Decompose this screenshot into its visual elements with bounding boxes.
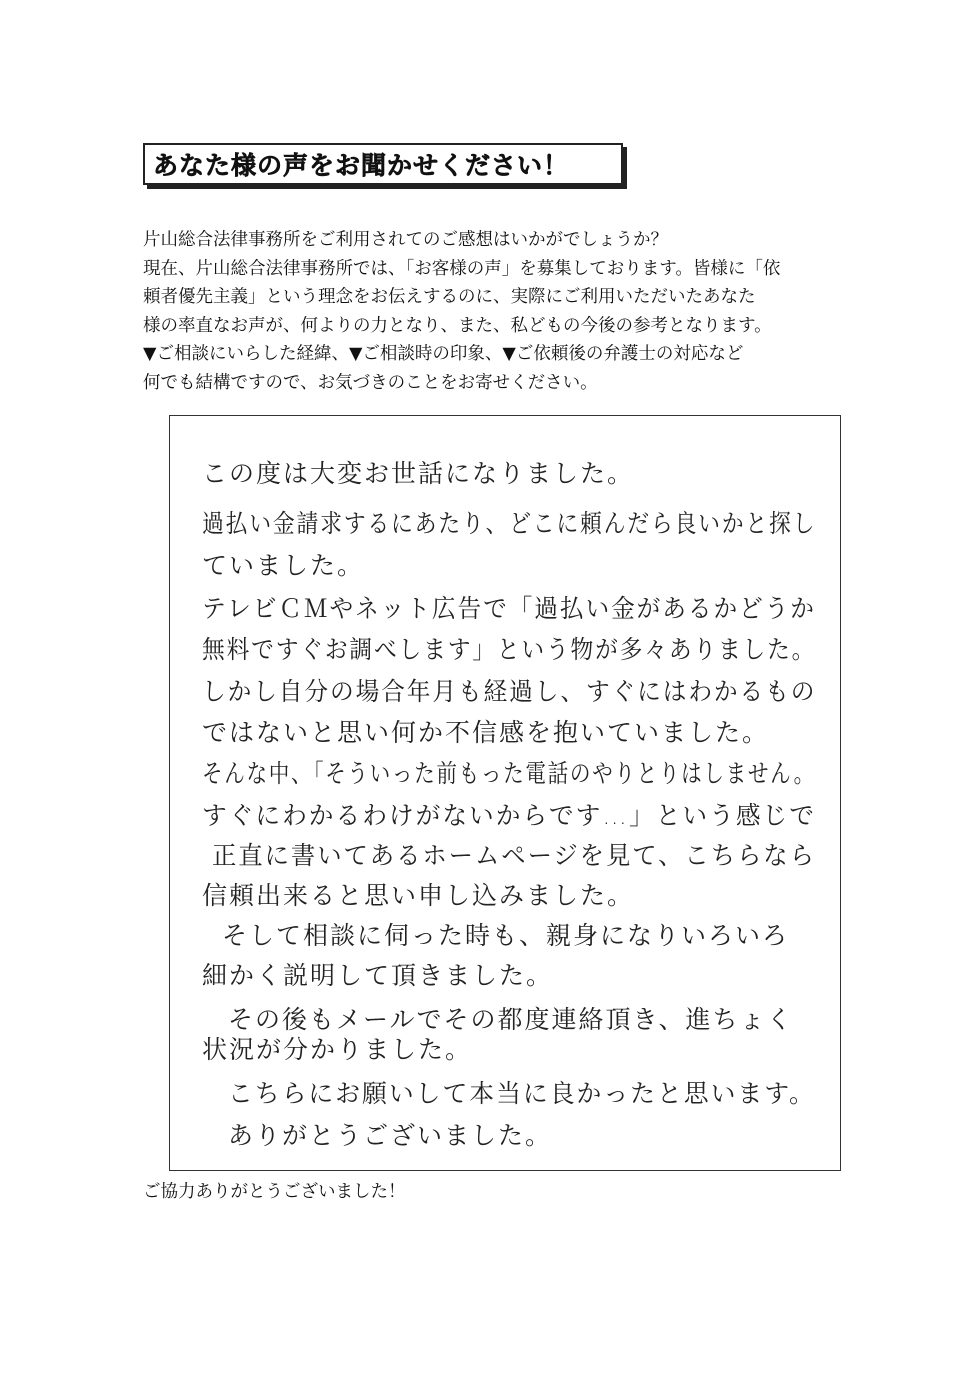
letter-line: すぐにわかるわけがないからです…」という感じで <box>202 801 816 830</box>
intro-line: 頼者優先主義」という理念をお伝えするのに、実際にご利用いただいたあなた <box>143 287 756 308</box>
title-box <box>143 143 623 185</box>
letter-line: ありがとうございました。 <box>228 1121 553 1150</box>
letter-line: その後もメールでその都度連絡頂き、進ちょく <box>228 1005 794 1034</box>
letter-line: そして相談に伺った時も、親身になりいろいろ <box>222 921 790 950</box>
letter-line: しかし自分の場合年月も経過し、すぐにはわかるもの <box>202 677 817 706</box>
handwritten-letter-box <box>169 415 841 1171</box>
intro-line: 何でも結構ですので、お気づきのことをお寄せください。 <box>143 372 598 393</box>
page-title: あなた様の声をお聞かせください！ <box>153 151 570 180</box>
closing-text: ご協力ありがとうございました！ <box>143 1182 406 1202</box>
letter-line: 細かく説明して頂きました。 <box>202 961 554 990</box>
letter-line: 無料ですぐお調べします」という物が多々ありました。 <box>202 635 817 664</box>
letter-line: 信頼出来ると思い申し込みました。 <box>202 881 635 910</box>
intro-line: 片山総合法律事務所をご利用されてのご感想はいかがでしょうか？ <box>143 230 668 250</box>
letter-line: 正直に書いてあるホームページを見て、こちらなら <box>212 841 816 870</box>
intro-line: 現在、片山総合法律事務所では、「お客様の声」を募集しております。皆様に「依 <box>143 258 781 279</box>
letter-line: 状況が分かりました。 <box>202 1035 473 1064</box>
letter-line: この度は大変お世話になりました。 <box>202 459 635 488</box>
letter-line: 過払い金請求するにあたり、どこに頼んだら良いかと探し <box>202 509 817 538</box>
letter-line: そんな中、「そういった前もった電話のやりとりはしません。 <box>202 759 816 788</box>
intro-paragraph <box>143 226 848 398</box>
letter-line: ではないと思い何か不信感を抱いていました。 <box>202 718 770 747</box>
letter-line: ていました。 <box>202 551 365 580</box>
letter-line: テレビＣＭやネット広告で「過払い金があるかどうか <box>202 594 816 623</box>
letter-line: こちらにお願いして本当に良かったと思います。 <box>228 1079 816 1108</box>
intro-line: ▼ご相談にいらした経緯、▼ご相談時の印象、▼ご依頼後の弁護士の対応など <box>143 344 744 365</box>
intro-line: 様の率直なお声が、何よりの力となり、また、私どもの今後の参考となります。 <box>143 315 772 336</box>
